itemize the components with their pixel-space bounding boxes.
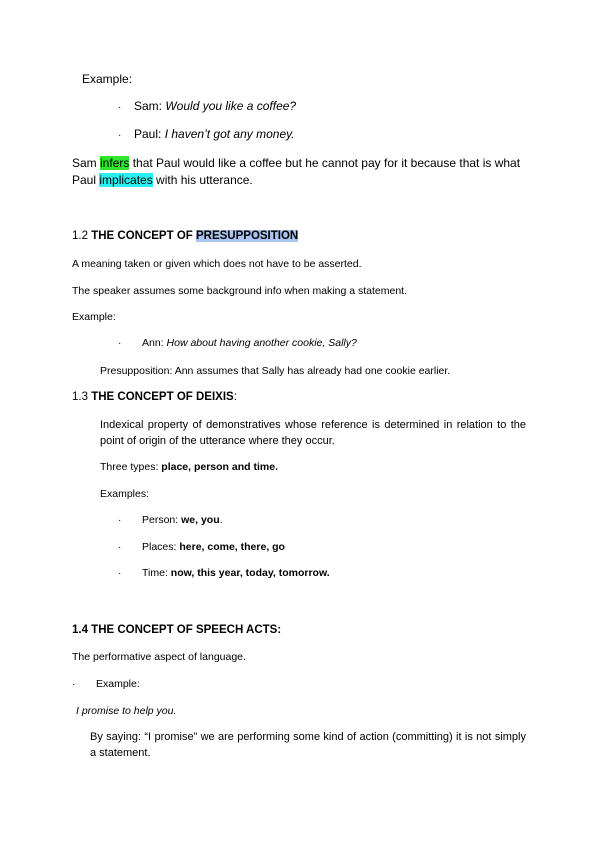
- text-run: Places:: [142, 541, 180, 553]
- example-words: now, this year, today, tomorrow.: [170, 567, 330, 579]
- dialogue-line-paul: [134, 126, 295, 142]
- highlight-infers: infers: [100, 156, 130, 170]
- promise-example: I promise to help you.: [76, 705, 177, 717]
- example-label: Example:: [72, 311, 116, 323]
- text-run: :: [233, 391, 237, 403]
- text-run: Three types:: [100, 461, 162, 473]
- deixis-example-places: [142, 540, 285, 554]
- example-words: we, you: [181, 514, 220, 526]
- utterance: How about having another cookie, Sally?: [166, 337, 357, 349]
- deixis-definition: Indexical property of demonstratives whose reference is determined in relation to the point of origin of the utterance where they occur.: [100, 419, 526, 447]
- inference-line-2: [72, 172, 253, 188]
- speaker-name: Sam:: [134, 99, 163, 113]
- section-title: THE CONCEPT OF: [91, 230, 196, 242]
- dialogue-line-ann: [142, 336, 357, 350]
- text-run: with his utterance.: [152, 173, 253, 187]
- speech-acts-intro: The performative aspect of language.: [72, 651, 246, 663]
- text-run: Sam: [72, 156, 101, 170]
- example-label: Example:: [96, 678, 140, 690]
- highlight-presupposition: PRESUPPOSITION: [195, 230, 299, 242]
- inference-line-1: [72, 155, 520, 171]
- speaker-name: Paul:: [134, 127, 162, 141]
- section-heading-1-2: [72, 228, 298, 244]
- section-number: 1.2: [72, 230, 88, 242]
- presupposition-explanation: Presupposition: Ann assumes that Sally has already had one cookie earlier.: [100, 365, 451, 377]
- dialogue-line-sam: [134, 98, 296, 114]
- bullet-icon: ·: [118, 568, 122, 579]
- utterance: Would you like a coffee?: [165, 99, 297, 113]
- section-number: 1.3: [72, 391, 88, 403]
- section-heading-1-4: 1.4 THE CONCEPT OF SPEECH ACTS:: [72, 624, 282, 636]
- text-run: Time:: [142, 567, 171, 579]
- example-label: Example:: [82, 72, 133, 86]
- bullet-icon: ·: [72, 679, 76, 690]
- deixis-types: [100, 460, 278, 474]
- highlight-implicates: implicates: [99, 173, 153, 187]
- deixis-example-time: [142, 566, 330, 580]
- text-run: that Paul would like a coffee but he cannot pay for it because that is what: [129, 156, 521, 170]
- bullet-icon: ·: [118, 102, 122, 113]
- presupposition-assumption: The speaker assumes some background info when making a statement.: [72, 285, 408, 297]
- bullet-icon: ·: [118, 130, 122, 141]
- examples-label: Examples:: [100, 488, 150, 500]
- bullet-icon: ·: [118, 515, 122, 526]
- utterance: I haven’t got any money.: [164, 127, 295, 141]
- text-run: .: [219, 514, 223, 526]
- bullet-icon: ·: [118, 542, 122, 553]
- bullet-icon: ·: [118, 338, 122, 349]
- speaker-name: Ann:: [142, 337, 164, 349]
- deixis-example-person: [142, 513, 223, 527]
- text-run: Person:: [142, 514, 182, 526]
- speech-acts-explanation: By saying: “I promise” we are performing some kind of action (committing) it is not simply a statement.: [90, 731, 526, 759]
- presupposition-definition: A meaning taken or given which does not have to be asserted.: [72, 258, 362, 270]
- example-words: here, come, there, go: [179, 541, 285, 553]
- section-title: THE CONCEPT OF DEIXIS: [91, 391, 234, 403]
- section-heading-1-3: [72, 389, 237, 405]
- types-list: place, person and time.: [161, 461, 278, 473]
- text-run: Paul: [72, 173, 100, 187]
